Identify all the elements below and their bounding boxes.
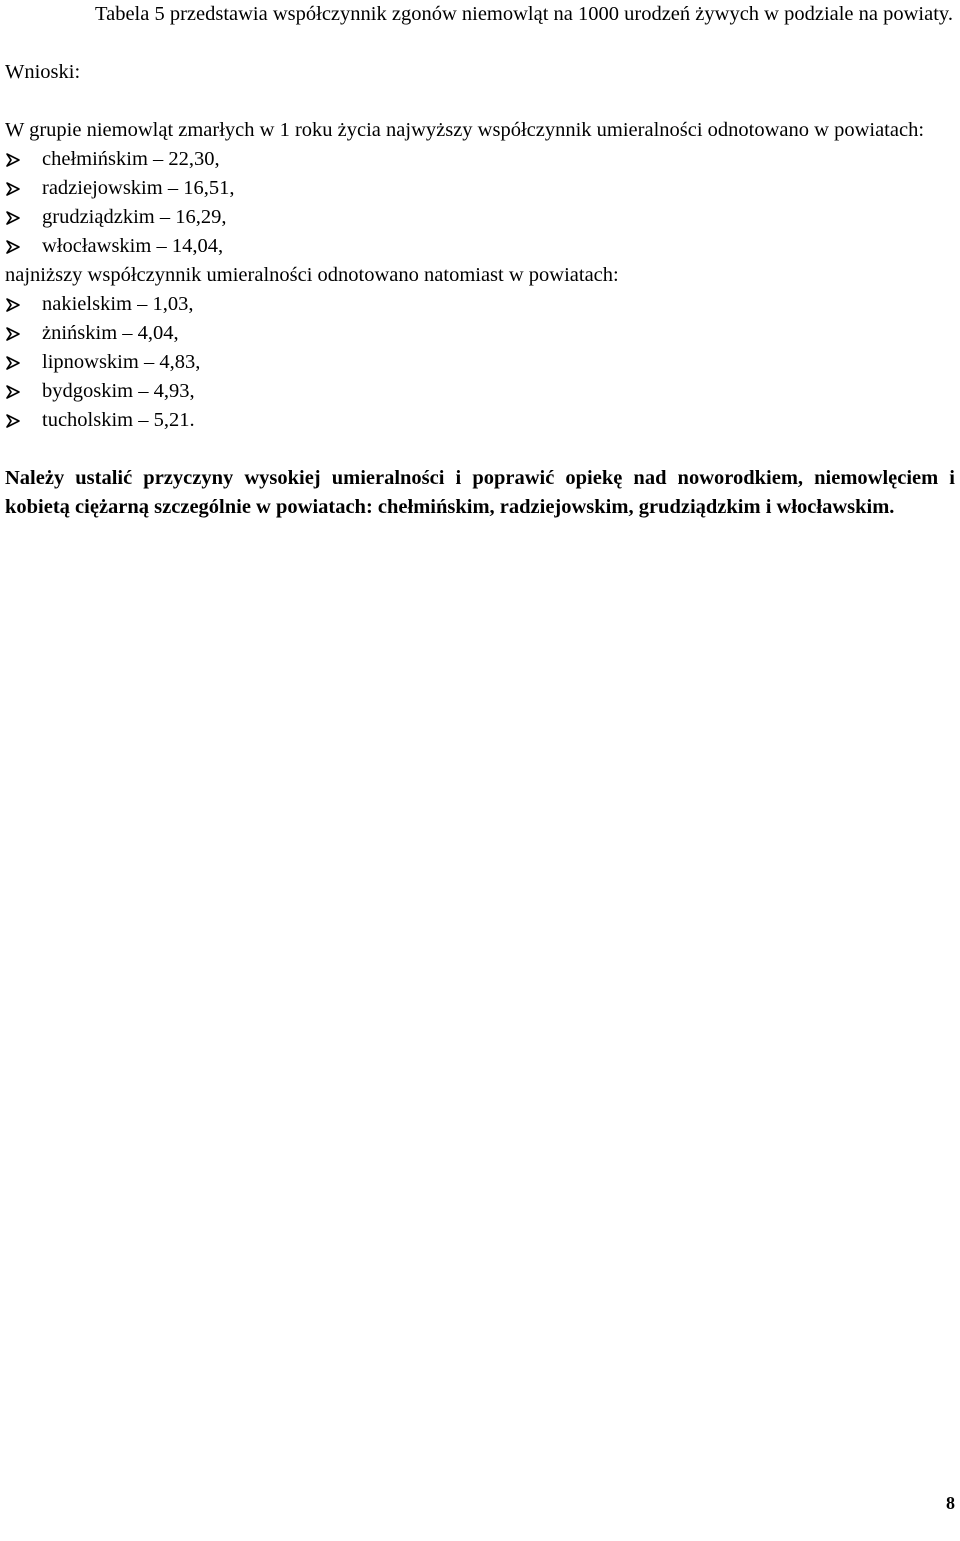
conclusions-heading: Wnioski: [5, 61, 81, 83]
arrow-bullet-icon [5, 384, 21, 400]
list-item-text: włocławskim – 14,04, [42, 235, 224, 257]
list-item [5, 290, 955, 319]
list-item-text: grudziądzkim – 16,29, [42, 206, 227, 228]
arrow-bullet-icon [5, 326, 21, 342]
list-item-text: chełmińskim – 22,30, [42, 148, 220, 170]
list-item [5, 406, 955, 435]
intro-paragraph: Tabela 5 przedstawia współczynnik zgonów niemowląt na 1000 urodzeń żywych w podziale na powiaty. [95, 3, 953, 25]
lowest-intro-paragraph: najniższy współczynnik umieralności odnotowano natomiast w powiatach: [5, 264, 619, 286]
list-item-text: bydgoskim – 4,93, [42, 380, 195, 402]
arrow-bullet-icon [5, 210, 21, 226]
highest-rates-list [5, 145, 955, 261]
arrow-bullet-icon [5, 413, 21, 429]
list-item-text: tucholskim – 5,21. [42, 409, 195, 431]
list-item [5, 377, 955, 406]
page-number: 8 [946, 1493, 955, 1513]
list-item-text: radziejowskim – 16,51, [42, 177, 235, 199]
list-item-text: żnińskim – 4,04, [42, 322, 179, 344]
arrow-bullet-icon [5, 152, 21, 168]
list-item [5, 348, 955, 377]
list-item [5, 203, 955, 232]
arrow-bullet-icon [5, 239, 21, 255]
lowest-rates-list [5, 290, 955, 435]
list-item [5, 174, 955, 203]
list-item [5, 319, 955, 348]
highest-intro-paragraph: W grupie niemowląt zmarłych w 1 roku życia najwyższy współczynnik umieralności odnotowano w powiatach: [5, 119, 925, 141]
list-item [5, 145, 955, 174]
arrow-bullet-icon [5, 181, 21, 197]
list-item-text: nakielskim – 1,03, [42, 293, 194, 315]
arrow-bullet-icon [5, 297, 21, 313]
conclusion-paragraph: Należy ustalić przyczyny wysokiej umieralności i poprawić opiekę nad noworodkiem, niemowlęciem i kobietą ciężarną szczególnie w powiatach: chełmińskim, radziejowskim, grudziądzkim i włocławskim. [5, 467, 955, 518]
document-page [5, 0, 955, 522]
list-item-text: lipnowskim – 4,83, [42, 351, 201, 373]
list-item [5, 232, 955, 261]
arrow-bullet-icon [5, 355, 21, 371]
